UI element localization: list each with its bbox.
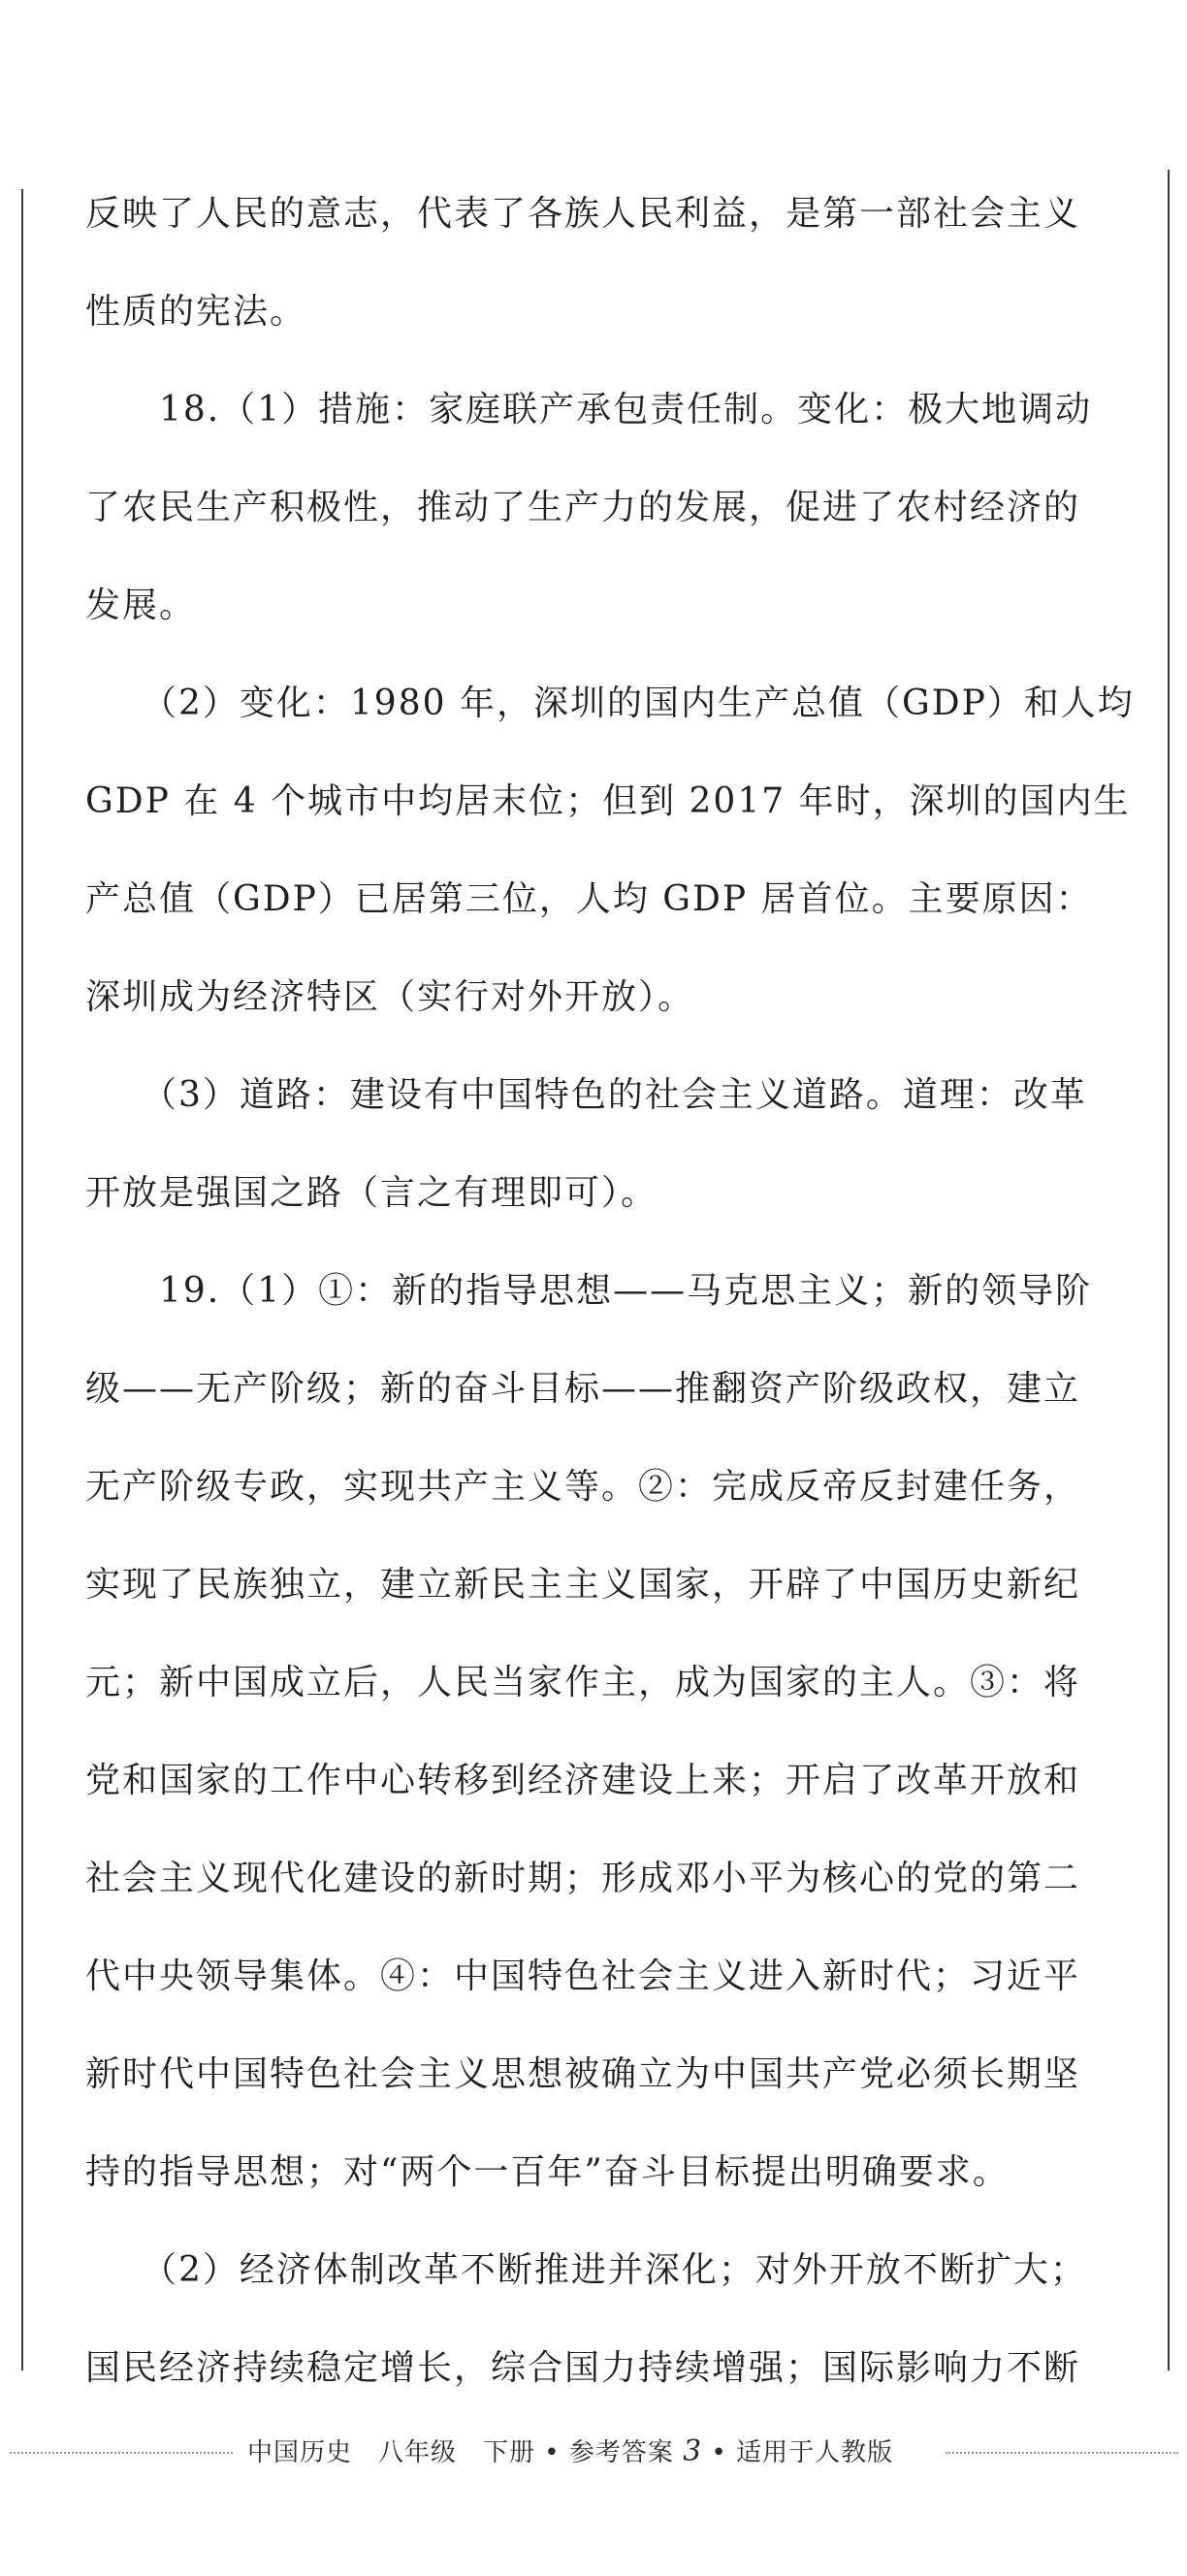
page-number: 3	[683, 2434, 703, 2468]
text-line: 新时代中国特色社会主义思想被确立为中国共产党必须长期坚	[85, 2054, 1081, 2094]
text-line: （2）变化：1980 年，深圳的国内生产总值（GDP）和人均	[85, 684, 1135, 723]
text-line: 了农民生产积极性，推动了生产力的发展，促进了农村经济的	[85, 488, 1081, 527]
text-line: （3）道路：建设有中国特色的社会主义道路。道理：改革	[85, 1075, 1087, 1115]
text-line: 产总值（GDP）已居第三位，人均 GDP 居首位。主要原因：	[85, 879, 1093, 919]
text-line: 无产阶级专政，实现共产主义等。②：完成反帝反封建任务，	[85, 1467, 1081, 1507]
text-line: 发展。	[85, 586, 197, 625]
text-line: 级——无产阶级；新的奋斗目标——推翻资产阶级政权，建立	[85, 1369, 1081, 1409]
text-line: 19.（1）①：新的指导思想——马克思主义；新的领导阶	[85, 1271, 1093, 1311]
page-footer	[0, 2429, 1187, 2477]
text-line: GDP 在 4 个城市中均居末位；但到 2017 年时，深圳的国内生	[85, 781, 1131, 821]
footer-caption	[247, 2433, 936, 2472]
footer-dotted-rule-left	[10, 2452, 233, 2454]
footer-book-title: 中国历史 八年级 下册 • 参考答案	[247, 2438, 674, 2467]
text-line: 国民经济持续稳定增长，综合国力持续增强；国际影响力不断	[85, 2348, 1081, 2388]
text-line: 元；新中国成立后，人民当家作主，成为国家的主人。③：将	[85, 1663, 1081, 1702]
text-line: 开放是强国之路（言之有理即可）。	[85, 1173, 658, 1213]
left-border-rule	[21, 189, 23, 2370]
text-line: 深圳成为经济特区（实行对外开放）。	[85, 977, 695, 1017]
right-border-rule	[1168, 170, 1170, 2370]
footer-edition: • 适用于人教版	[711, 2438, 894, 2467]
text-line: 代中央领导集体。④：中国特色社会主义进入新时代；习近平	[85, 1956, 1081, 1996]
answer-text-body	[85, 179, 1135, 2432]
text-line: 党和国家的工作中心转移到经济建设上来；开启了改革开放和	[85, 1761, 1081, 1800]
text-line: （2）经济体制改革不断推进并深化；对外开放不断扩大；	[85, 2250, 1087, 2290]
text-line: 18.（1）措施：家庭联产承包责任制。变化：极大地调动	[85, 390, 1093, 429]
footer-dotted-rule-right	[946, 2452, 1178, 2454]
text-line: 实现了民族独立，建立新民主主义国家，开辟了中国历史新纪	[85, 1565, 1081, 1605]
text-line: 性质的宪法。	[85, 292, 307, 332]
text-line: 社会主义现代化建设的新时期；形成邓小平为核心的党的第二	[85, 1859, 1081, 1898]
text-line: 持的指导思想；对“两个一百年”奋斗目标提出明确要求。	[85, 2152, 1010, 2192]
text-line: 反映了人民的意志，代表了各族人民利益，是第一部社会主义	[85, 194, 1081, 234]
